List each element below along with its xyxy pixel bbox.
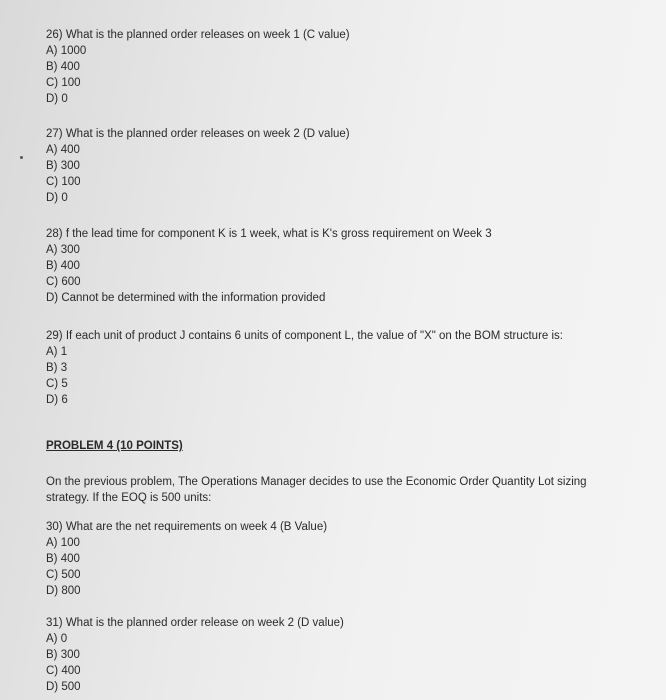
option-b: B) 400: [46, 553, 80, 565]
option-a: A) 300: [46, 244, 80, 256]
option-c: C) 100: [46, 77, 81, 89]
question-text: 27) What is the planned order releases on week 2 (D value): [46, 128, 350, 140]
bullet-mark: [20, 156, 23, 159]
option-a: A) 400: [46, 144, 80, 156]
option-c: C) 600: [46, 276, 81, 288]
question-text: 28) f the lead time for component K is 1 week, what is K's gross requirement on Week 3: [46, 228, 492, 240]
option-c: C) 400: [46, 665, 81, 677]
option-a: A) 0: [46, 633, 68, 645]
question-27: [46, 126, 350, 206]
option-d: D) Cannot be determined with the information provided: [46, 292, 326, 304]
option-d: D) 0: [46, 192, 68, 204]
question-28: [46, 226, 492, 306]
question-29: [46, 328, 563, 408]
option-b: B) 400: [46, 61, 80, 73]
option-b: B) 400: [46, 260, 80, 272]
option-d: D) 800: [46, 585, 81, 597]
option-b: B) 300: [46, 649, 80, 661]
question-text: 26) What is the planned order releases on week 1 (C value): [46, 29, 350, 41]
option-d: D) 6: [46, 394, 68, 406]
question-text: 31) What is the planned order release on week 2 (D value): [46, 617, 344, 629]
question-text: 29) If each unit of product J contains 6 units of component L, the value of "X" on the BOM structure is:: [46, 330, 564, 342]
option-b: B) 300: [46, 160, 80, 172]
option-c: C) 5: [46, 378, 68, 390]
option-b: B) 3: [46, 362, 68, 374]
problem-heading: PROBLEM 4 (10 POINTS): [46, 440, 183, 452]
option-d: D) 0: [46, 93, 68, 105]
problem-intro: On the previous problem, The Operations Manager decides to use the Economic Order Quantity Lot sizing strategy. If the EOQ is 500 units:: [46, 476, 587, 504]
option-a: A) 1000: [46, 45, 87, 57]
option-c: C) 100: [46, 176, 81, 188]
question-text: 30) What are the net requirements on week 4 (B Value): [46, 521, 328, 533]
option-c: C) 500: [46, 569, 81, 581]
option-a: A) 100: [46, 537, 80, 549]
question-26: [46, 27, 350, 107]
question-31: [46, 615, 344, 695]
option-d: D) 500: [46, 681, 81, 693]
option-a: A) 1: [46, 346, 68, 358]
question-30: [46, 519, 327, 599]
